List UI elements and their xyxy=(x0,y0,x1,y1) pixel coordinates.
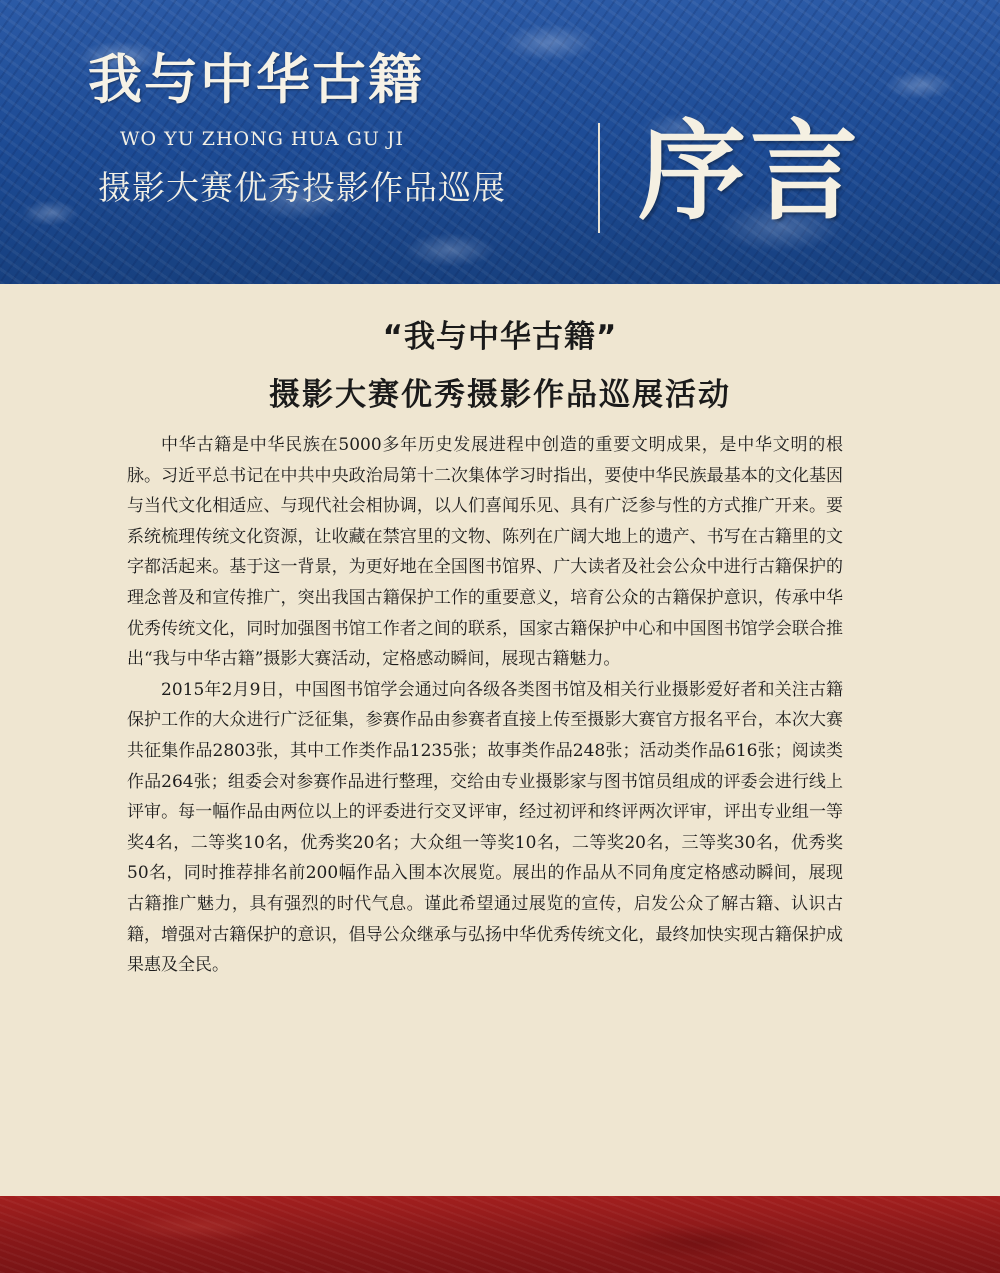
paragraph: 中华古籍是中华民族在5000多年历史发展进程中创造的重要文明成果，是中华文明的根脉。习近平总书记在中共中央政治局第十二次集体学习时指出，要使中华民族最基本的文化基因与当代文化相适应、与现代社会相协调，以人们喜闻乐见、具有广泛参与性的方式推广开来。要系统梳理传统文化资源，让收藏在禁宫里的文物、陈列在广阔大地上的遗产、书写在古籍里的文字都活起来。基于这一背景，为更好地在全国图书馆界、广大读者及社会公众中进行古籍保护的理念普及和宣传推广，突出我国古籍保护工作的重要意义，培育公众的古籍保护意识，传承中华优秀传统文化，同时加强图书馆工作者之间的联系，国家古籍保护中心和中国图书馆学会联合推出“我与中华古籍”摄影大赛活动，定格感动瞬间，展现古籍魅力。 xyxy=(127,435,843,670)
vertical-divider xyxy=(598,123,600,233)
brand-pinyin: WO YU ZHONG HUA GU JI xyxy=(120,128,405,150)
article-content xyxy=(0,284,1000,1196)
article-heading-line2: 摄影大赛优秀摄影作品巡展活动 xyxy=(269,377,731,413)
section-title: 序言 xyxy=(638,109,863,235)
brand-title: 我与中华古籍 xyxy=(88,47,424,111)
header-banner xyxy=(0,0,1000,284)
article-heading-line1: “我与中华古籍” xyxy=(382,319,618,355)
paragraph: 2015年2月9日，中国图书馆学会通过向各级各类图书馆及相关行业摄影爱好者和关注古籍保护工作的大众进行广泛征集，参赛作品由参赛者直接上传至摄影大赛官方报名平台，本次大赛共征集作品2803张，其中工作类作品1235张；故事类作品248张；活动类作品616张；阅读类作品264张；组委会对参赛作品进行整理，交给由专业摄影家与图书馆员组成的评委会进行线上评审。每一幅作品由两位以上的评委进行交叉评审，经过初评和终评两次评审，评出专业组一等奖4名，二等奖10名，优秀奖20名；大众组一等奖10名，二等奖20名，三等奖30名，优秀奖50名，同时推荐排名前200幅作品入围本次展览。展出的作品从不同角度定格感动瞬间，展现古籍推广魅力，具有强烈的时代气息。谨此希望通过展览的宣传，启发公众了解古籍、认识古籍，增强对古籍保护的意识，倡导公众继承与弘扬中华优秀传统文化，最终加快实现古籍保护成果惠及全民。 xyxy=(127,679,843,976)
brand-subtitle: 摄影大赛优秀投影作品巡展 xyxy=(98,168,506,207)
footer-band xyxy=(0,1196,1000,1273)
article-body xyxy=(127,430,843,981)
